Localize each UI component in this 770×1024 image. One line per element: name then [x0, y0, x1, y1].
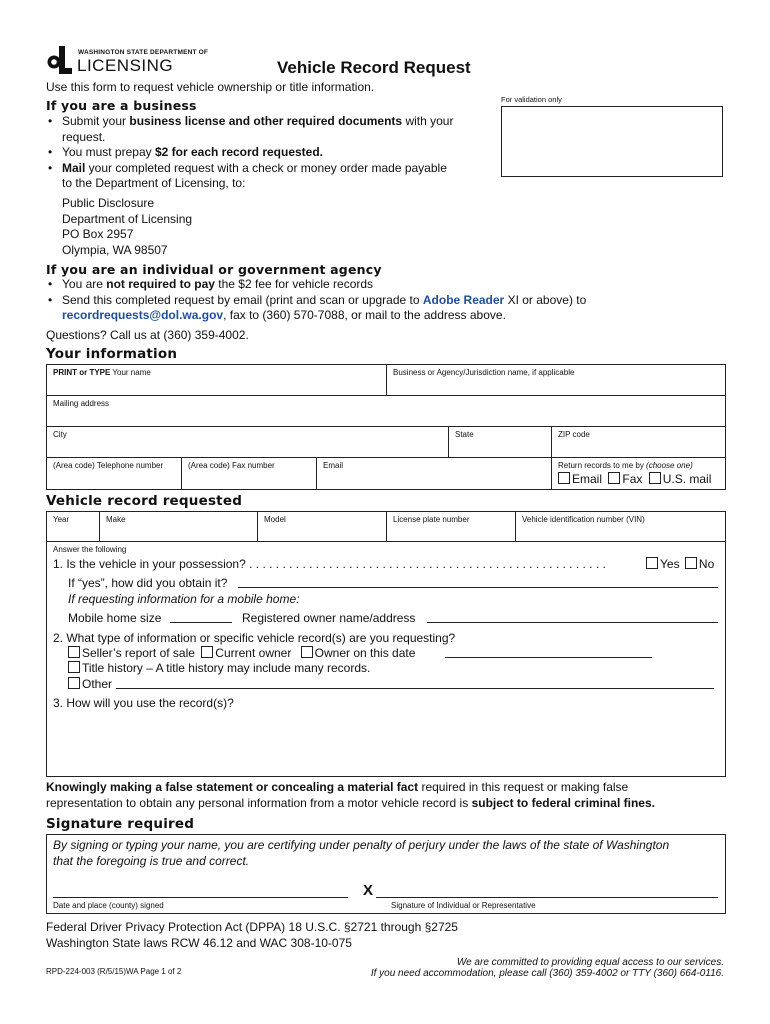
owner-on-date-checkbox[interactable] [301, 646, 313, 658]
registered-owner-input[interactable] [427, 622, 718, 623]
seller-report-checkbox[interactable] [68, 646, 80, 658]
mobile-size-label: Mobile home size [68, 611, 162, 625]
return-method-group: Return records to me by (choose one) Email Fax U.S. mail [558, 461, 712, 486]
signature-input[interactable] [376, 897, 718, 898]
law-citations: Federal Driver Privacy Protection Act (DPPA) 18 U.S.C. §2721 through §2725 Washington State laws RCW 46.12 and WAC 308-10-075 [46, 920, 458, 950]
form-id: RPD-224-003 (R/5/15)WA Page 1 of 2 [46, 967, 182, 976]
obtain-input[interactable] [238, 587, 718, 588]
accommodation-note: We are committed to providing equal access to our services. If you need accommodation, please call (360) 359-4002 or TTY (360) 664-0116. [370, 957, 724, 979]
validation-label: For validation only [501, 95, 562, 104]
state-field[interactable]: State [449, 427, 552, 458]
signature-x-mark: X [363, 882, 374, 899]
certification-text: By signing or typing your name, you are certifying under penalty of perjury under the laws of the state of Washington that the foregoing is true and correct. [53, 838, 670, 868]
answer-label: Answer the following [53, 545, 127, 554]
list-item: • Mail your completed request with a check or money order made payable to the Department of Licensing, to: [46, 161, 486, 192]
other-input[interactable] [116, 688, 714, 689]
dol-logo-icon [46, 46, 72, 74]
your-information-heading: Your information [46, 346, 178, 362]
registered-owner-label: Registered owner name/address [242, 611, 416, 625]
zip-field[interactable]: ZIP code [552, 427, 725, 458]
logo-department-text: WASHINGTON STATE DEPARTMENT OF [78, 49, 209, 56]
yes-checkbox[interactable] [646, 557, 658, 569]
email-field[interactable]: Email [317, 458, 552, 489]
business-heading: If you are a business [46, 98, 197, 113]
false-statement-warning: Knowingly making a false statement or concealing a material fact required in this request or making false representation to obtain any personal information from a motor vehicle record is subject to federal criminal fines. [46, 780, 655, 810]
name-field[interactable]: PRINT or TYPE Your name [47, 365, 387, 396]
email-link[interactable]: recordrequests@dol.wa.gov [62, 308, 224, 322]
list-item: • Send this completed request by email (print and scan or upgrade to Adobe Reader XI or above) to recordrequests@dol.wa.gov, fax to (360) 570-7088, or mail to the address above. [46, 293, 726, 324]
record-type-row-2: Title history – A title history may include many records. [68, 661, 370, 675]
fax-checkbox[interactable] [608, 472, 620, 484]
license-plate-field[interactable]: License plate number [387, 512, 516, 542]
signature-box [46, 834, 726, 914]
telephone-field[interactable]: (Area code) Telephone number [47, 458, 182, 489]
question-3: 3. How will you use the record(s)? [53, 696, 234, 710]
vehicle-record-heading: Vehicle record requested [46, 493, 243, 509]
logo-agency-text: LICENSING [77, 56, 174, 75]
mobile-home-note: If requesting information for a mobile home: [68, 592, 300, 606]
question-2: 2. What type of information or specific vehicle record(s) are you requesting? [53, 631, 456, 645]
current-owner-checkbox[interactable] [201, 646, 213, 658]
make-field[interactable]: Make [100, 512, 258, 542]
mailing-address-field[interactable]: Mailing address [47, 396, 725, 427]
date-place-label: Date and place (county) signed [53, 901, 164, 910]
fax-field[interactable]: (Area code) Fax number [182, 458, 317, 489]
email-checkbox[interactable] [558, 472, 570, 484]
vin-field[interactable]: Vehicle identification number (VIN) [516, 512, 725, 542]
no-checkbox[interactable] [685, 557, 697, 569]
list-item: • Submit your business license and other required documents with your request. [46, 114, 486, 145]
record-type-row-1: Seller’s report of sale Current owner Owner on this date [68, 646, 415, 660]
list-item: • You must prepay $2 for each record requested. [46, 145, 486, 161]
business-list [46, 114, 486, 192]
signature-label: Signature of Individual or Representative [391, 901, 536, 910]
adobe-reader-link[interactable]: Adobe Reader [422, 292, 505, 307]
intro-text: Use this form to request vehicle ownership or title information. [46, 80, 375, 94]
business-name-field[interactable]: Business or Agency/Jurisdiction name, if applicable [387, 365, 725, 396]
date-place-input[interactable] [53, 897, 348, 898]
owner-date-input[interactable] [445, 657, 652, 658]
your-information-form [46, 364, 726, 490]
us-mail-checkbox[interactable] [649, 472, 661, 484]
title-history-checkbox[interactable] [68, 661, 80, 673]
city-field[interactable]: City [47, 427, 449, 458]
model-field[interactable]: Model [258, 512, 387, 542]
page-title: Vehicle Record Request [277, 58, 471, 77]
individual-list [46, 277, 726, 324]
mailing-address-block: Public Disclosure Department of Licensing PO Box 2957 Olympia, WA 98507 [62, 196, 193, 257]
other-checkbox[interactable] [68, 677, 80, 689]
validation-box [501, 106, 723, 177]
record-type-row-3: Other [68, 677, 112, 691]
mobile-size-input[interactable] [170, 622, 232, 623]
questions-text: Questions? Call us at (360) 359-4002. [46, 328, 249, 342]
obtain-label: If “yes”, how did you obtain it? [68, 576, 228, 590]
individual-heading: If you are an individual or government agency [46, 262, 382, 277]
year-field[interactable]: Year [47, 512, 100, 542]
list-item: • You are not required to pay the $2 fee for vehicle records [46, 277, 726, 293]
question-1: 1. Is the vehicle in your possession? . . . . . . . . . . . . . . . . . . . . . . . . . . . . . . . . . . . . . . . . . . . . . . . . . . . . . . [53, 557, 606, 571]
signature-heading: Signature required [46, 816, 195, 832]
possession-options: Yes No [646, 557, 714, 571]
